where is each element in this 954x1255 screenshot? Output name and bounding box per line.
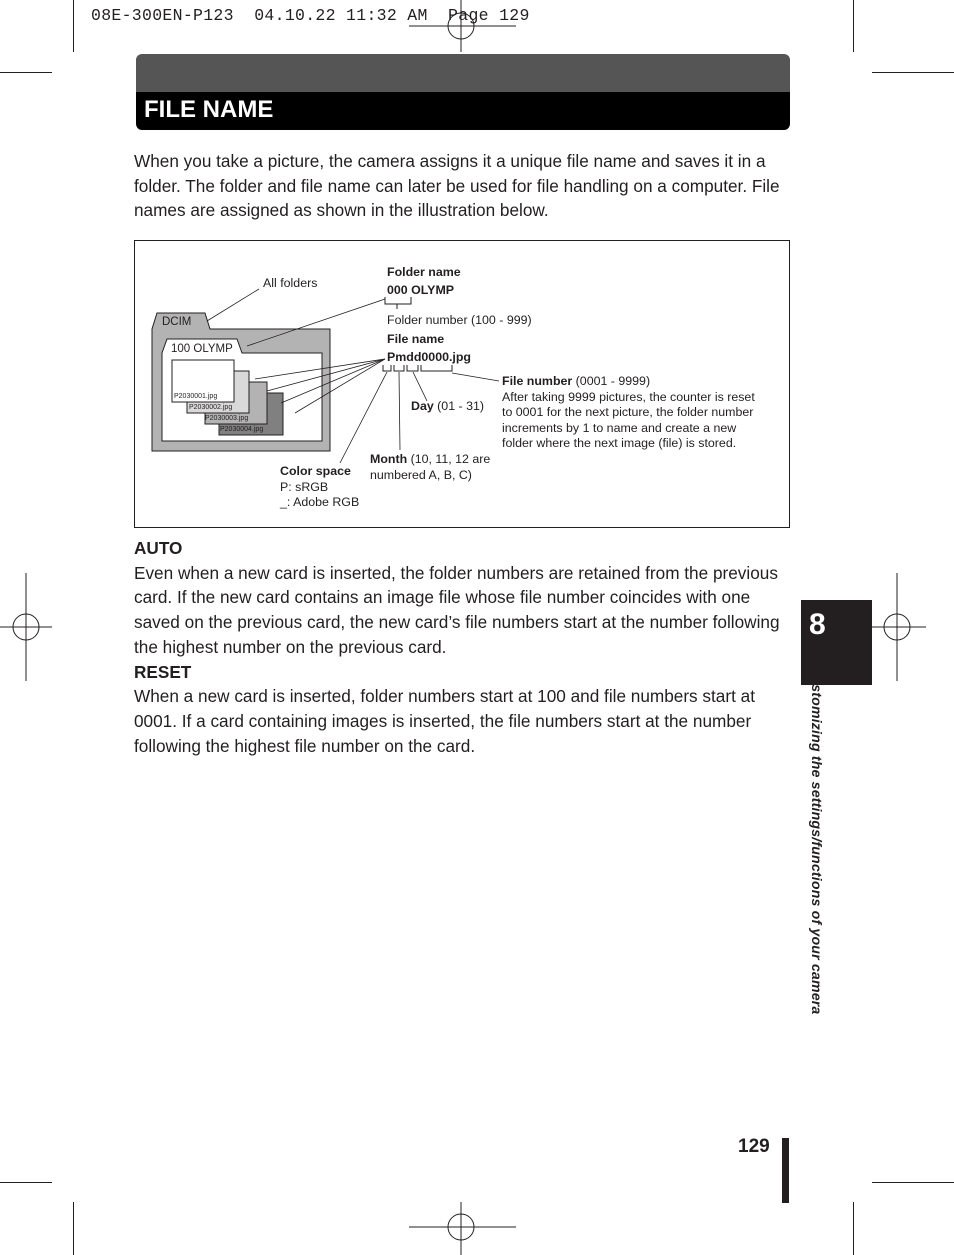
color-space-label: Color space (280, 464, 351, 478)
file-name-diagram (134, 240, 790, 528)
mode-sections (134, 536, 794, 758)
file-name-label: File name (387, 332, 445, 346)
file-number-desc-2: to 0001 for the next picture, the folder number (502, 405, 754, 419)
month-range: (10, 11, 12 are (407, 452, 491, 466)
folder-name-value: 000 OLYMP (387, 283, 455, 297)
file-number-desc-3: increments by 1 to name and create a new (502, 420, 737, 435)
file-number-range: (0001 - 9999) (572, 374, 651, 388)
header-band (136, 54, 790, 94)
color-space-adobe: _: Adobe RGB (280, 495, 360, 509)
file-3-label: P2030003.jpg (205, 415, 249, 422)
folder-number-label: Folder number (100 - 999) (387, 313, 532, 327)
file-number-label: File number (502, 374, 573, 388)
file-1-label: P2030001.jpg (174, 393, 218, 400)
file-number-note (502, 374, 755, 452)
day-note (411, 399, 484, 415)
file-2-label: P2030002.jpg (189, 404, 233, 411)
folder-name-label: Folder name (387, 265, 461, 279)
color-space-srgb: P: sRGB (280, 479, 329, 494)
print-slug: 08E-300EN-P123 04.10.22 11:32 AM Page 129 (91, 6, 530, 25)
auto-heading: AUTO (134, 538, 183, 558)
subfolder-label: 100 OLYMP (171, 343, 233, 355)
day-label: Day (411, 399, 434, 413)
file-number-desc-1: After taking 9999 pictures, the counter is reset (502, 389, 755, 404)
chapter-title: Customizing the settings/functions of your camera (808, 665, 824, 1015)
month-note (370, 452, 490, 483)
file-number-desc-4: folder where the next image (file) is stored. (502, 436, 737, 450)
month-range-2: numbered A, B, C) (370, 467, 472, 482)
reset-text: When a new card is inserted, folder numbers start at 100 and file numbers start at 0001. If a card containing images is inserted, the file numbers start at the number following the highest file number on the card. (134, 686, 755, 756)
chapter-title-vertical (798, 665, 830, 1095)
auto-text: Even when a new card is inserted, the folder numbers are retained from the previous card. If the new card contains an image file whose file number coincides with one saved on the previous card, the new card’s file numbers start at the number following the highest number on the previous card. (134, 562, 780, 657)
color-space-note (280, 464, 359, 511)
month-label: Month (370, 452, 408, 466)
reset-heading: RESET (134, 661, 192, 682)
intro-paragraph: When you take a picture, the camera assigns it a unique file name and saves it in a folder. The folder and file name can later be used for file handling on a computer. File names are assigned as shown in the illustration below. (134, 151, 780, 221)
page-number-bar (782, 1138, 789, 1203)
file-4-label: P2030004.jpg (220, 426, 264, 433)
all-folders-label: All folders (263, 276, 318, 290)
chapter-number: 8 (809, 608, 826, 641)
file-name-value: Pmdd0000.jpg (387, 350, 472, 364)
page-title: FILE NAME (144, 96, 274, 123)
day-range: (01 - 31) (433, 399, 485, 413)
dcim-label: DCIM (162, 316, 192, 328)
page-number: 129 (738, 1136, 770, 1157)
